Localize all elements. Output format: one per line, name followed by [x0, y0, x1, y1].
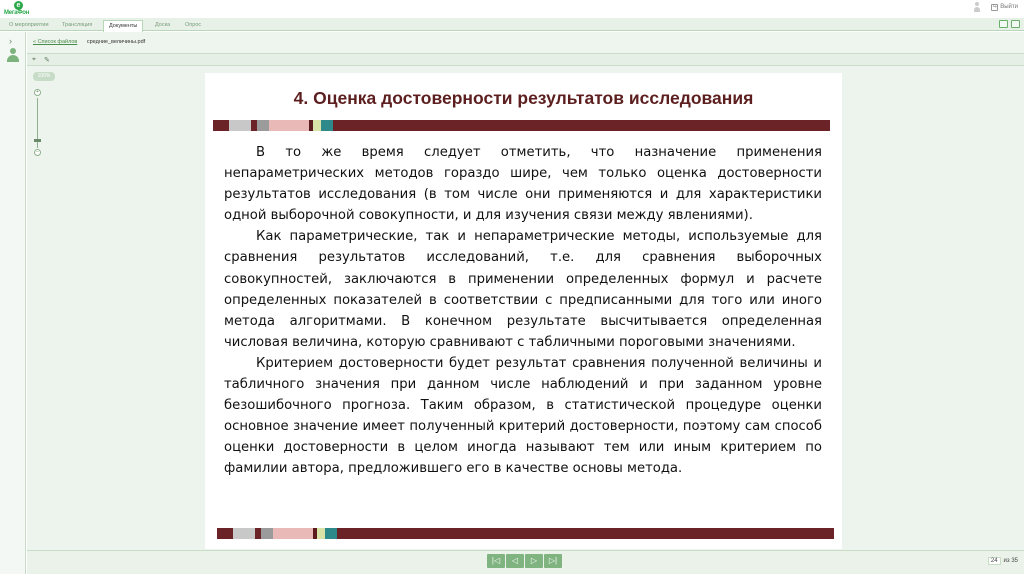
paragraph: В то же время следует отметить, что назначение применения непараметрических методов гораздо шире, чем только оценка достоверности результатов исследования (в том числе они применяются и для характеристики одной выборочной совокупности, и для изучения связи между явлениями).	[224, 145, 822, 224]
zoom-in-button[interactable]: +	[34, 89, 41, 96]
tab-broadcast[interactable]: Трансляция	[62, 22, 93, 28]
megafon-logo[interactable]	[4, 1, 34, 17]
participants-icon[interactable]	[7, 48, 19, 62]
stripe-segment	[333, 120, 830, 131]
page-navigation	[487, 554, 562, 568]
documents-panel	[27, 32, 1024, 574]
tab-documents[interactable]: Документы	[103, 20, 143, 32]
next-page-button[interactable]: ▷	[525, 554, 543, 568]
stripe-segment	[337, 528, 834, 539]
pointer-tool-icon[interactable]: ⌖	[32, 56, 36, 63]
chevron-right-icon[interactable]: ›	[9, 36, 12, 46]
maximize-window-button[interactable]	[1011, 20, 1020, 28]
current-page-input[interactable]: 24	[988, 557, 1001, 565]
stripe-segment	[261, 528, 273, 539]
stripe-segment	[317, 528, 325, 539]
document-viewer[interactable]	[27, 67, 1024, 550]
stripe-segment	[229, 120, 251, 131]
zoom-slider-handle[interactable]	[34, 139, 41, 142]
exit-button[interactable]	[991, 4, 1018, 11]
slide-page	[205, 73, 842, 549]
tabs-bar	[0, 18, 1024, 31]
zoom-out-button[interactable]: −	[34, 149, 41, 156]
stripe-segment	[257, 120, 269, 131]
stripe-segment	[213, 120, 229, 131]
stripe-segment	[269, 120, 291, 131]
zoom-level: 100%	[33, 72, 55, 81]
logo-text: МегаФон	[4, 10, 30, 16]
document-toolbar	[27, 53, 1024, 66]
previous-page-button[interactable]: ◁	[506, 554, 524, 568]
decorative-stripe-top	[213, 120, 830, 131]
stripe-segment	[313, 120, 321, 131]
restore-window-button[interactable]	[999, 20, 1008, 28]
stripe-segment	[273, 528, 295, 539]
user-icon[interactable]	[973, 2, 981, 12]
paragraph: Как параметрические, так и непараметрические методы, используемые для сравнения результатов исследований, т.е. для сравнения выборочных совокупностей, заключаются в применении определенных формул и расчете определенных показателей в соответствии с предписанными для того или иного метода алгоритмами. В конечном результате высчитывается определенная числовая величина, которую сравнивают с табличными пороговыми значениями.	[224, 229, 822, 350]
window-buttons	[999, 20, 1020, 28]
paragraph: Критерием достоверности будет результат сравнения полученной величины и табличного значения при данном числе наблюдений и при заданном уровне безошибочного прогноза. Таким образом, в статистической процедуре оценки основное значение имеет полученный критерий достоверности, поэтому сам способ оценки достоверности в целом иногда называют тем или иным критерием по фамилии автора, предложившего его в качестве основы метода.	[224, 355, 822, 477]
slide-body	[224, 142, 822, 480]
page-indicator	[988, 557, 1018, 565]
file-name: средние_величины.pdf	[86, 39, 146, 45]
stripe-segment	[291, 120, 309, 131]
exit-label: Выйти	[1000, 4, 1018, 10]
stripe-segment	[217, 528, 233, 539]
tab-board[interactable]: Доска	[155, 22, 171, 28]
stripe-segment	[321, 120, 333, 131]
stripe-segment	[295, 528, 313, 539]
logo-mark: е	[14, 1, 23, 10]
last-page-button[interactable]: ▷|	[544, 554, 562, 568]
decorative-stripe-bottom	[217, 528, 834, 539]
top-right-controls	[973, 2, 1018, 12]
total-pages-label: из 35	[1003, 558, 1018, 564]
tab-poll[interactable]: Опрос	[185, 22, 202, 28]
exit-icon: ↪	[992, 3, 997, 10]
top-bar	[0, 0, 1024, 18]
stripe-segment	[325, 528, 337, 539]
first-page-button[interactable]: |◁	[487, 554, 505, 568]
breadcrumb	[27, 35, 1024, 49]
left-sidebar	[0, 32, 26, 574]
stripe-segment	[233, 528, 255, 539]
back-to-files-link[interactable]: « Список файлов	[33, 39, 78, 45]
pager-bar	[27, 550, 1024, 574]
slide-title: 4. Оценка достоверности результатов исследования	[293, 88, 754, 108]
pencil-tool-icon[interactable]: ✎	[44, 57, 50, 64]
tab-about[interactable]: О мероприятии	[9, 22, 49, 28]
